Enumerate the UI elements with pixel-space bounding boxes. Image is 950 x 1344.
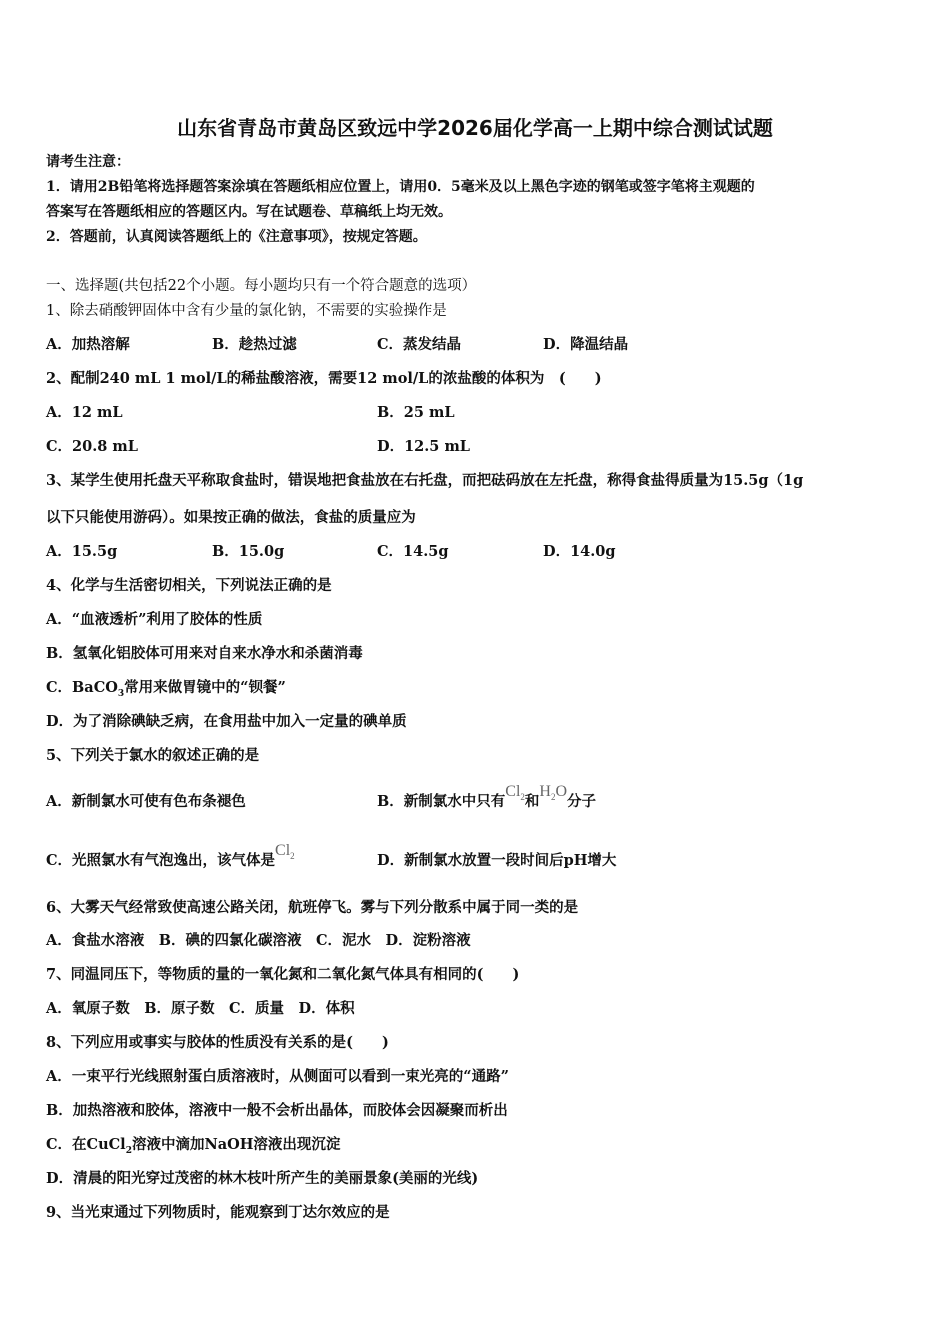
question-3-option-a: A．15.5g	[46, 543, 118, 560]
water-symbol-h: H	[539, 783, 551, 800]
question-2-option-d: D．12.5 mL	[377, 438, 470, 455]
question-4-option-c-suffix: 常用来做胃镜中的“钡餐”	[124, 679, 286, 696]
question-5-option-b-prefix: B．新制氯水中只有	[377, 793, 506, 810]
chlorine-formula	[505, 783, 525, 803]
question-4-option-c	[46, 678, 286, 704]
question-5-stem: 5、下列关于氯水的叙述正确的是	[46, 747, 260, 764]
notice-item-1-line-2: 答案写在答题纸相应的答题区内。写在试题卷、草稿纸上均无效。	[46, 204, 452, 220]
question-3-option-d: D．14.0g	[543, 543, 616, 560]
chlorine-subscript: 2	[520, 792, 525, 803]
question-7-options: A．氧原子数 B．原子数 C．质量 D．体积	[46, 1000, 355, 1017]
question-8-option-c	[46, 1135, 340, 1161]
question-4-option-c-subscript: 3	[117, 688, 125, 699]
question-8-option-d: D．清晨的阳光穿过茂密的林木枝叶所产生的美丽景象(美丽的光线)	[46, 1170, 479, 1187]
question-2-option-a: A．12 mL	[46, 404, 123, 421]
water-subscript: 2	[550, 792, 556, 803]
question-1-option-c: C．蒸发结晶	[377, 336, 462, 353]
question-4-stem: 4、化学与生活密切相关，下列说法正确的是	[46, 577, 332, 594]
notice-item-1-line-1: 1．请用2B铅笔将选择题答案涂填在答题纸相应位置上，请用0．5毫米及以上黑色字迹的钢笔或签字笔将主观题的	[46, 179, 755, 195]
question-7-stem: 7、同温同压下，等物质的量的一氧化氮和二氧化氮气体具有相同的( )	[46, 966, 520, 983]
question-5-option-b-and: 和	[524, 793, 540, 810]
chlorine-gas-subscript: 2	[290, 851, 295, 862]
question-5-option-b	[377, 783, 597, 817]
page-title: 山东省青岛市黄岛区致远中学2026届化学高一上期中综合测试试题	[177, 116, 773, 140]
question-5-option-d: D．新制氯水放置一段时间后pH增大	[377, 852, 617, 869]
question-8-option-b: B．加热溶液和胶体，溶液中一般不会析出晶体，而胶体会因凝聚而析出	[46, 1102, 508, 1119]
question-4-option-a: A．“血液透析”利用了胶体的性质	[46, 611, 263, 628]
question-4-option-c-prefix: C．BaCO	[46, 679, 118, 696]
chlorine-gas-formula	[275, 842, 295, 862]
question-5-option-c	[46, 842, 295, 876]
question-9-stem: 9、当光束通过下列物质时，能观察到丁达尔效应的是	[46, 1204, 390, 1221]
question-3-stem-line-1: 3、某学生使用托盘天平称取食盐时，错误地把食盐放在右托盘，而把砝码放在左托盘，称得食盐得质量为15.5g（1g	[46, 472, 804, 489]
question-2-option-b: B．25 mL	[377, 404, 455, 421]
notice-item-2: 2．答题前，认真阅读答题纸上的《注意事项》，按规定答题。	[46, 229, 427, 245]
question-8-option-c-suffix: 溶液中滴加NaOH溶液出现沉淀	[131, 1136, 341, 1153]
section-heading: 一、选择题(共包括22个小题。每小题均只有一个符合题意的选项）	[46, 278, 477, 294]
question-1-option-a: A．加热溶解	[46, 336, 130, 353]
question-5-option-c-prefix: C．光照氯水有气泡逸出，该气体是	[46, 852, 276, 869]
question-8-option-c-subscript: 2	[125, 1145, 132, 1156]
question-3-option-c: C．14.5g	[377, 543, 449, 560]
question-8-option-a: A．一束平行光线照射蛋白质溶液时，从侧面可以看到一束光亮的“通路”	[46, 1068, 509, 1085]
question-1-option-d: D．降温结晶	[543, 336, 629, 353]
chlorine-symbol: Cl	[505, 783, 521, 800]
question-5-option-b-suffix: 分子	[567, 793, 597, 810]
chlorine-gas-symbol: Cl	[275, 842, 291, 859]
question-4-option-b: B．氢氧化铝胶体可用来对自来水净水和杀菌消毒	[46, 645, 363, 662]
question-2-stem: 2、配制240 mL 1 mol/L的稀盐酸溶液，需要12 mol/L的浓盐酸的体积为 ( )	[46, 370, 602, 387]
question-5-option-a: A．新制氯水可使有色布条褪色	[46, 793, 246, 810]
question-4-option-d: D．为了消除碘缺乏病，在食用盐中加入一定量的碘单质	[46, 713, 407, 730]
question-1-stem: 1、除去硝酸钾固体中含有少量的氯化钠，不需要的实验操作是	[46, 303, 447, 319]
notice-heading: 请考生注意：	[46, 154, 130, 170]
water-symbol-o: O	[555, 783, 568, 800]
water-formula	[539, 783, 568, 803]
question-6-options: A．食盐水溶液 B．碘的四氯化碳溶液 C．泥水 D．淀粉溶液	[46, 932, 471, 949]
question-3-stem-line-2: 以下只能使用游码）。如果按正确的做法，食盐的质量应为	[46, 509, 416, 526]
question-1-option-b: B．趁热过滤	[212, 336, 297, 353]
question-8-stem: 8、下列应用或事实与胶体的性质没有关系的是( )	[46, 1034, 389, 1051]
question-3-option-b: B．15.0g	[212, 543, 285, 560]
question-6-stem: 6、大雾天气经常致使高速公路关闭，航班停飞。雾与下列分散系中属于同一类的是	[46, 899, 579, 916]
question-2-option-c: C．20.8 mL	[46, 438, 138, 455]
question-8-option-c-prefix: C．在CuCl	[46, 1136, 126, 1153]
